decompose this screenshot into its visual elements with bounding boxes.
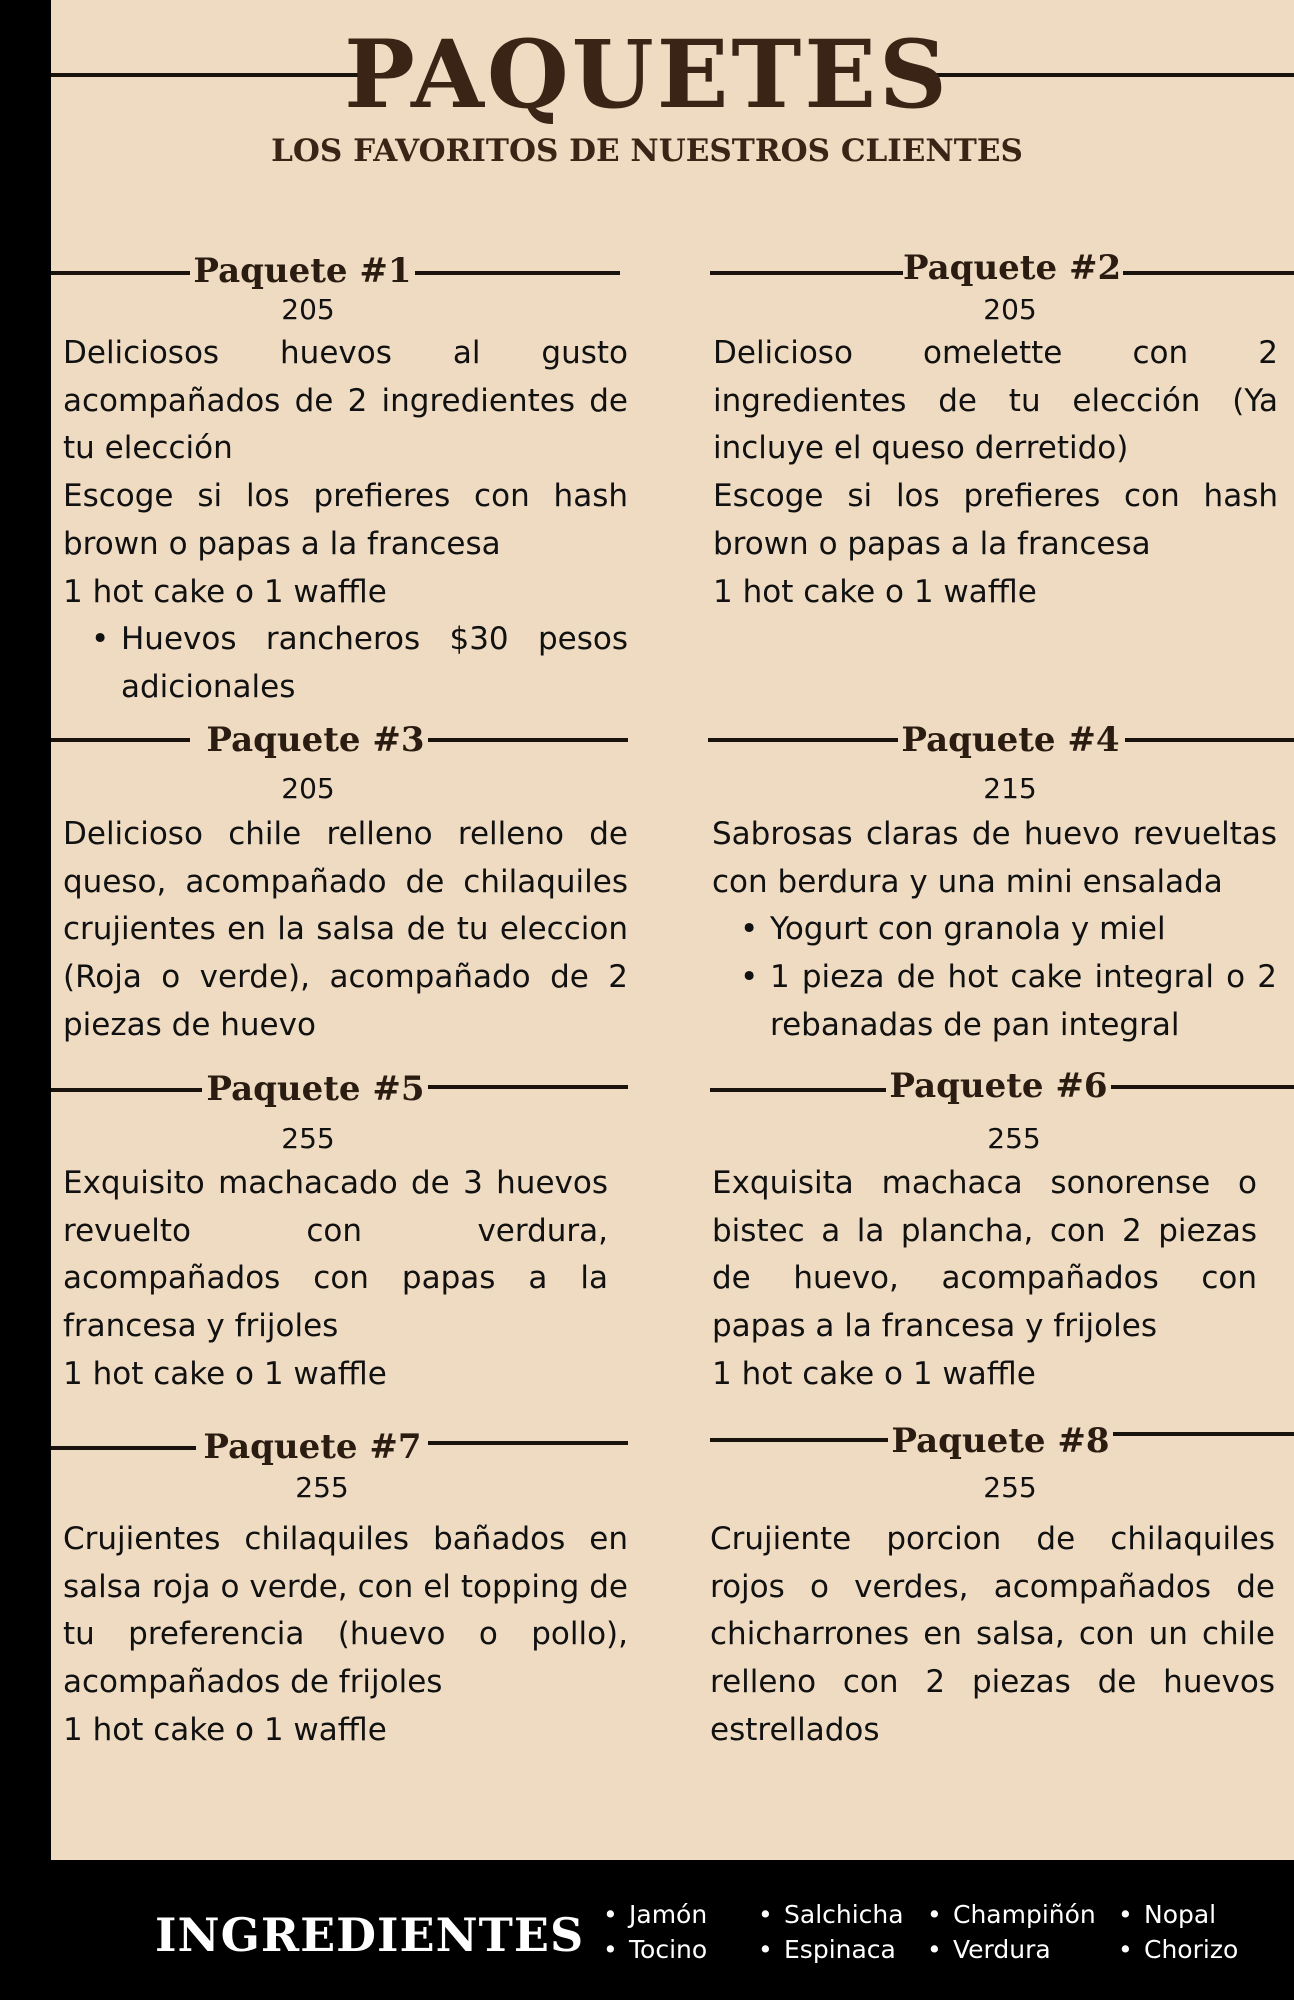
pkg6-rule-right — [1111, 1085, 1294, 1089]
pkg5-rule-right — [428, 1085, 628, 1089]
pkg2-rule-right — [1123, 271, 1294, 275]
ingredient-item: • Verdura — [927, 1932, 1096, 1967]
package-2-description — [713, 330, 1278, 616]
package-2-paragraph: 1 hot cake o 1 waffle — [713, 573, 1037, 610]
pkg4-rule-right — [1125, 738, 1294, 742]
ingredient-item: • Champiñón — [927, 1897, 1096, 1932]
package-5-paragraph: Exquisito machacado de 3 huevos revuelto con verdura, acompañados con papas a la francesa y frijoles — [63, 1165, 608, 1345]
package-4-bullet: • Yogurt con granola y miel — [770, 906, 1277, 954]
package-1-bullets — [63, 616, 628, 711]
page-subtitle: LOS FAVORITOS DE NUESTROS CLIENTES — [271, 133, 1023, 169]
pkg3-rule-right — [428, 738, 628, 742]
pkg2-rule-left — [710, 271, 903, 275]
package-4-name: Paquete #4 — [901, 720, 1120, 760]
pkg7-rule-right — [428, 1441, 628, 1445]
package-7-description — [63, 1516, 628, 1755]
package-8-description — [710, 1516, 1275, 1755]
package-6-paragraph: 1 hot cake o 1 waffle — [712, 1355, 1036, 1392]
package-1-price: 205 — [281, 293, 335, 326]
pkg8-rule-left — [710, 1438, 888, 1442]
package-8-price: 255 — [983, 1471, 1037, 1504]
package-5-paragraph: 1 hot cake o 1 waffle — [63, 1355, 387, 1392]
package-6-paragraph: Exquisita machaca sonorense o bistec a la plancha, con 2 piezas de huevo, acompañados con papas a la francesa y frijoles — [712, 1165, 1257, 1345]
pkg3-rule-left — [51, 738, 190, 742]
ingredient-item: • Chorizo — [1118, 1932, 1238, 1967]
package-1-bullet: • Huevos rancheros $30 pesos adicionales — [121, 616, 628, 711]
ingredient-item: • Espinaca — [758, 1932, 904, 1967]
package-7-paragraph: Crujientes chilaquiles bañados en salsa roja o verde, con el topping de tu preferencia (huevo o pollo), acompañados de frijoles — [63, 1521, 628, 1701]
package-7-name: Paquete #7 — [203, 1427, 422, 1467]
pkg1-rule-right — [415, 271, 620, 275]
package-3-price: 205 — [281, 772, 335, 805]
ingredients-column — [1118, 1897, 1238, 1967]
package-8-paragraph: Crujiente porcion de chilaquiles rojos o verdes, acompañados de chicharrones en salsa, con un chile relleno con 2 piezas de huevos estrellados — [710, 1521, 1275, 1748]
package-2-paragraph: Delicioso omelette con 2 ingredientes de tu elección (Ya incluye el queso derretido) — [713, 335, 1278, 467]
package-7-price: 255 — [295, 1471, 349, 1504]
package-6-price: 255 — [987, 1122, 1041, 1155]
ingredients-column — [927, 1897, 1096, 1967]
package-5-price: 255 — [281, 1122, 335, 1155]
package-1-paragraph: Escoge si los prefieres con hash brown o papas a la francesa — [63, 478, 628, 562]
package-3-name: Paquete #3 — [206, 720, 425, 760]
ingredient-item: • Nopal — [1118, 1897, 1238, 1932]
package-1-description — [63, 330, 628, 712]
pkg8-rule-right — [1113, 1432, 1294, 1436]
package-4-bullet: • 1 pieza de hot cake integral o 2 rebanadas de pan integral — [770, 954, 1277, 1049]
ingredients-column — [603, 1897, 707, 1967]
package-5-description — [63, 1160, 608, 1399]
pkg7-rule-left — [51, 1446, 196, 1450]
page-title: PAQUETES — [344, 20, 950, 130]
package-1-paragraph: Deliciosos huevos al gusto acompañados de 2 ingredientes de tu elección — [63, 335, 628, 467]
package-5-name: Paquete #5 — [206, 1069, 425, 1109]
ingredient-item: • Tocino — [603, 1932, 707, 1967]
ingredient-item: • Jamón — [603, 1897, 707, 1932]
ingredients-title: INGREDIENTES — [155, 1908, 585, 1962]
package-1-paragraph: 1 hot cake o 1 waffle — [63, 573, 387, 610]
package-4-description — [712, 811, 1277, 1050]
package-7-paragraph: 1 hot cake o 1 waffle — [63, 1711, 387, 1748]
package-6-name: Paquete #6 — [889, 1066, 1108, 1106]
package-3-paragraph: Delicioso chile relleno relleno de queso, acompañado de chilaquiles crujientes en la salsa de tu eleccion (Roja o verde), acompañado de 2 piezas de huevo — [63, 816, 628, 1043]
ingredient-item: • Salchicha — [758, 1897, 904, 1932]
package-2-price: 205 — [983, 293, 1037, 326]
package-1-name: Paquete #1 — [193, 251, 412, 291]
package-4-bullets — [712, 906, 1277, 1049]
package-8-name: Paquete #8 — [891, 1421, 1110, 1461]
pkg4-rule-left — [708, 738, 898, 742]
package-2-paragraph: Escoge si los prefieres con hash brown o papas a la francesa — [713, 478, 1278, 562]
package-4-paragraph: Sabrosas claras de huevo revueltas con berdura y una mini ensalada — [712, 816, 1277, 900]
package-4-price: 215 — [983, 772, 1037, 805]
package-6-description — [712, 1160, 1257, 1399]
ingredients-column — [758, 1897, 904, 1967]
package-2-name: Paquete #2 — [903, 248, 1122, 288]
pkg5-rule-left — [51, 1088, 202, 1092]
pkg6-rule-left — [710, 1088, 886, 1092]
pkg1-rule-left — [51, 271, 190, 275]
package-3-description — [63, 811, 628, 1050]
